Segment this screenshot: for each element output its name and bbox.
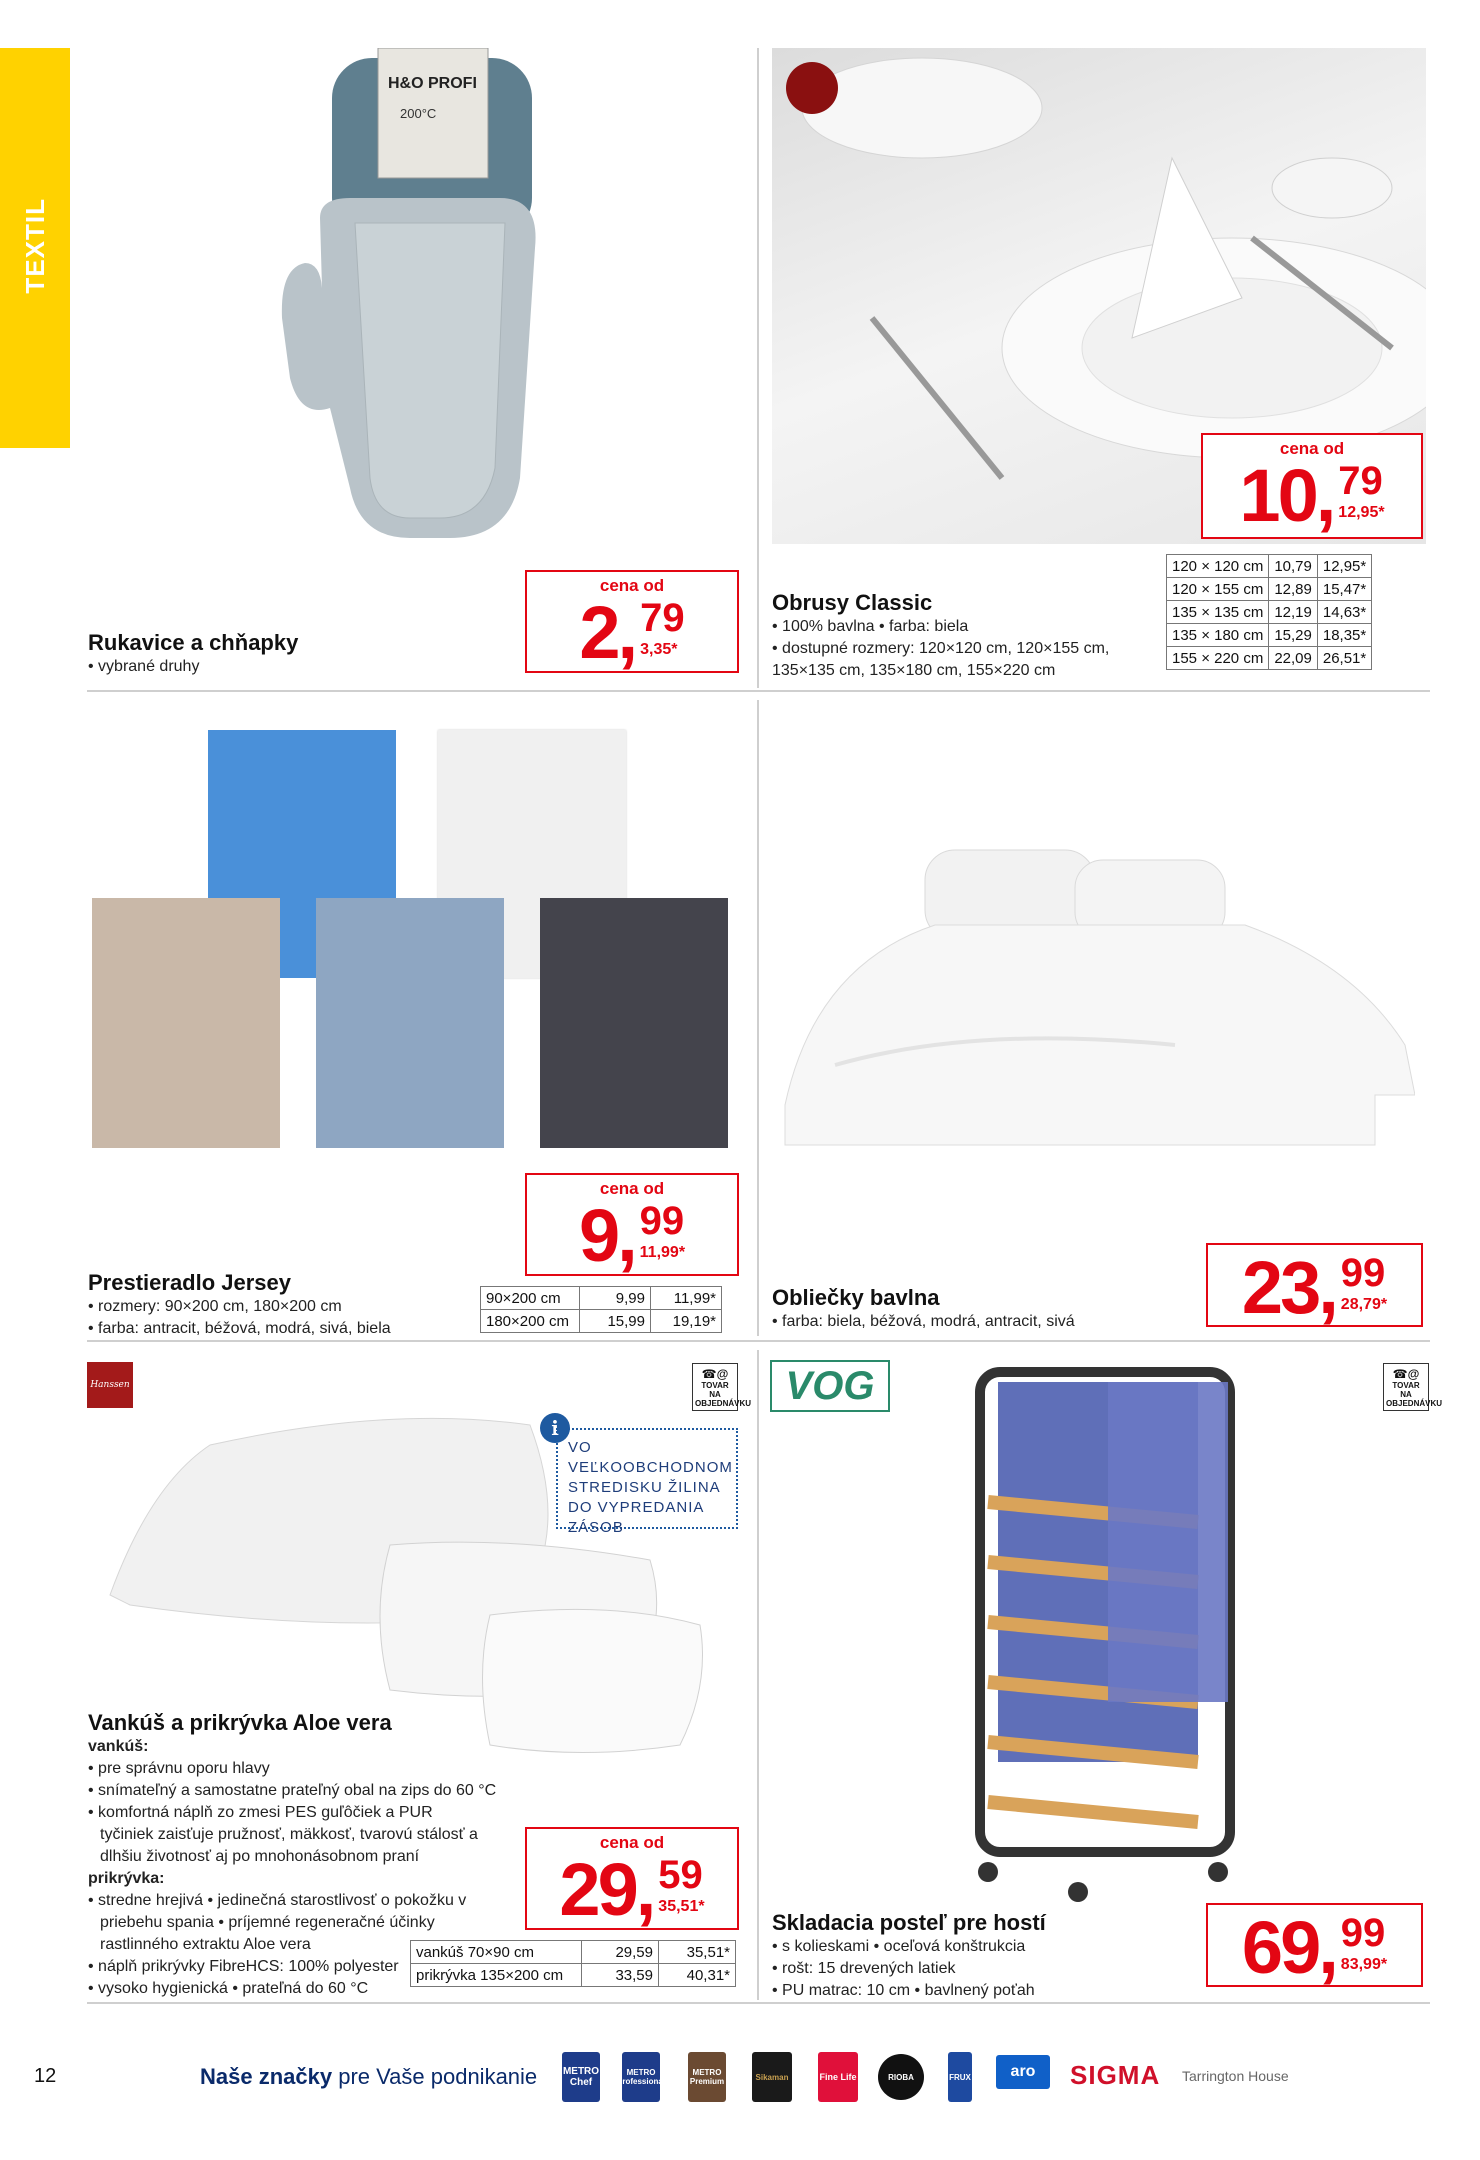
column-divider [757,48,759,688]
table-row: 180×200 cm 15,99 19,19* [481,1310,722,1333]
price-dec: 59 [658,1853,703,1897]
price-int: 69 [1241,1906,1319,1989]
table-row: 135 × 180 cm 15,29 18,35* [1167,624,1372,647]
bullet: • farba: biela, béžová, modrá, antracit, sivá [772,1311,1192,1333]
price: 2 , 79 3,35* [579,591,685,674]
table-row: prikrývka 135×200 cm 33,59 40,31* [411,1964,736,1987]
column-divider [757,700,759,1336]
price-vat: 28,79* [1340,1296,1388,1313]
section-tab [0,48,70,448]
product-title: Obliečky bavlna [772,1285,940,1310]
price: 9 , 99 11,99* [578,1194,686,1277]
order-badge-label: TOVAR NA OBJEDNÁVKU [1386,1381,1443,1408]
price-label: cena od [599,576,665,595]
page-number: 12 [34,2065,57,2087]
sheet-image-beige [92,898,280,1148]
price-int: 29 [559,1848,636,1931]
subheading: vankúš: [88,1738,149,1755]
price-int: 23 [1241,1246,1319,1329]
price-box [525,1827,739,1930]
bullet: • vybrané druhy [88,656,488,678]
product-bullets [88,656,488,678]
bullet: • PU matrac: 10 cm • bavlnený poťah [772,1980,1172,2002]
brand-logo: Fine Life [818,2052,858,2102]
bullet: • s kolieskami • oceľová konštrukcia [772,1936,1172,1958]
table-row: 155 × 220 cm 22,09 26,51* [1167,647,1372,670]
price-box [525,570,739,673]
info-icon: i [540,1413,570,1443]
tag-temp: 200°C [400,106,437,121]
table-row: 120 × 120 cm 10,79 12,95* [1167,555,1372,578]
size-price-table [1166,554,1372,670]
price-box [1206,1903,1423,1987]
brand-logo: aro [996,2055,1050,2089]
sheet-image-grey [316,898,504,1148]
bullet: • farba: antracit, béžová, modrá, sivá, biela [88,1318,488,1340]
price-int: 9 [578,1194,618,1277]
product-bullets [88,1296,488,1340]
folding-bed-image [958,1362,1278,1902]
product-title: Skladacia posteľ pre hostí [772,1910,1046,1935]
hanssen-logo: Hanssen [87,1362,133,1408]
bullet: • náplň prikrývky FibreHCS: 100% polyester [88,1956,508,1978]
order-badge [692,1363,752,1411]
row-divider [87,690,1430,692]
price-vat: 83,99* [1340,1956,1388,1973]
product-title: Obrusy Classic [772,590,933,615]
footer-slogan [200,2064,537,2090]
table-row: vankúš 70×90 cm 29,59 35,51* [411,1941,736,1964]
column-divider [757,1350,759,2000]
size-price-table [480,1286,722,1333]
bullet: • 100% bavlna • farba: biela [772,616,1132,638]
bullet: • rošt: 15 drevených latiek [772,1958,1172,1980]
brand-logo: Sikaman [752,2052,792,2102]
brand-logo: METRO Premium [688,2052,726,2102]
table-row: 135 × 135 cm 12,19 14,63* [1167,601,1372,624]
slogan-bold: Naše značky [200,2064,333,2089]
price-box [1201,433,1423,539]
brand-logo: SIGMA [1070,2060,1161,2090]
table-row: 90×200 cm 9,99 11,99* [481,1287,722,1310]
bullet: • stredne hrejivá • jedinečná starostlivosť o pokožku v priebehu spania • príjemné regeneračné účinky rastlinného extraktu Aloe vera [88,1890,490,1956]
price-dec: 99 [1340,1251,1386,1295]
bullet: • komfortná náplň zo zmesi PES guľôčiek a PUR tyčiniek zaisťuje pružnosť, mäkkosť, tvarovú stálosť a dlhšiu životnosť aj po mnohonásobnom praní [88,1802,490,1868]
order-badge-label: TOVAR NA OBJEDNÁVKU [695,1381,752,1408]
vog-logo: VOG [770,1360,890,1412]
product-bullets [772,1311,1192,1333]
size-price-table [410,1940,736,1987]
brand-logo: RIOBA [878,2054,924,2100]
bullet: • rozmery: 90×200 cm, 180×200 cm [88,1296,488,1318]
product-bullets [772,1936,1172,2002]
phone-icon: ☎@ [701,1367,729,1381]
brand-logo: METRO Chef [562,2052,600,2102]
price-box [1206,1243,1423,1327]
table-row: 120 × 155 cm 12,89 15,47* [1167,578,1372,601]
price-int: 2 [579,591,618,674]
price-vat: 11,99* [639,1244,686,1261]
price: 29 , 59 35,51* [559,1848,705,1931]
price-vat: 12,95* [1338,504,1385,521]
price: 10 , 79 12,95* [1239,454,1385,537]
brand-logo: METRO Professional [622,2052,660,2102]
price: 23 , 99 28,79* [1241,1246,1388,1329]
product-title: Rukavice a chňapky [88,630,299,655]
phone-icon: ☎@ [1392,1367,1420,1381]
price-dec: 79 [1338,459,1383,503]
tag-brand: H&O PROFI [388,75,477,92]
price-label: cena od [599,1833,665,1852]
bed-linen-image [775,845,1415,1155]
product-title: Vankúš a prikrývka Aloe vera [88,1710,392,1735]
product-bullets [772,616,1132,682]
bullet: • vysoko hygienická • prateľná do 60 °C [88,1978,508,2000]
subheading: prikrývka: [88,1870,165,1887]
order-badge [1383,1363,1443,1411]
price-dec: 99 [1340,1911,1386,1955]
price-label: cena od [599,1179,665,1198]
price: 69 , 99 83,99* [1241,1906,1388,1989]
price-label: cena od [1279,439,1345,458]
brand-logo: Tarrington House [1182,2068,1289,2084]
bullet: • pre správnu oporu hlavy [88,1758,508,1780]
info-box: VO VEĽKOOBCHODNOM STREDISKU ŽILINA DO VYPREDANIA ZÁSOB [556,1428,738,1529]
price-dec: 79 [640,596,685,640]
sheet-image-anthracite [540,898,728,1148]
section-tab-label: TEXTIL [19,198,50,294]
price-vat: 3,35* [640,641,678,658]
bullet: • snímateľný a samostatne prateľný obal na zips do 60 °C [88,1780,508,1802]
price-box [525,1173,739,1276]
price-vat: 35,51* [658,1898,705,1915]
row-divider [87,2002,1430,2004]
slogan-rest: pre Vaše podnikanie [332,2064,538,2089]
bullet: • dostupné rozmery: 120×120 cm, 120×155 cm, 135×135 cm, 135×180 cm, 155×220 cm [772,638,1132,682]
oven-mitt-image [260,48,560,548]
brand-logo: FRUX [948,2052,972,2102]
price-dec: 99 [639,1199,685,1243]
price-int: 10 [1239,454,1316,537]
product-title: Prestieradlo Jersey [88,1270,292,1295]
row-divider [87,1340,1430,1342]
